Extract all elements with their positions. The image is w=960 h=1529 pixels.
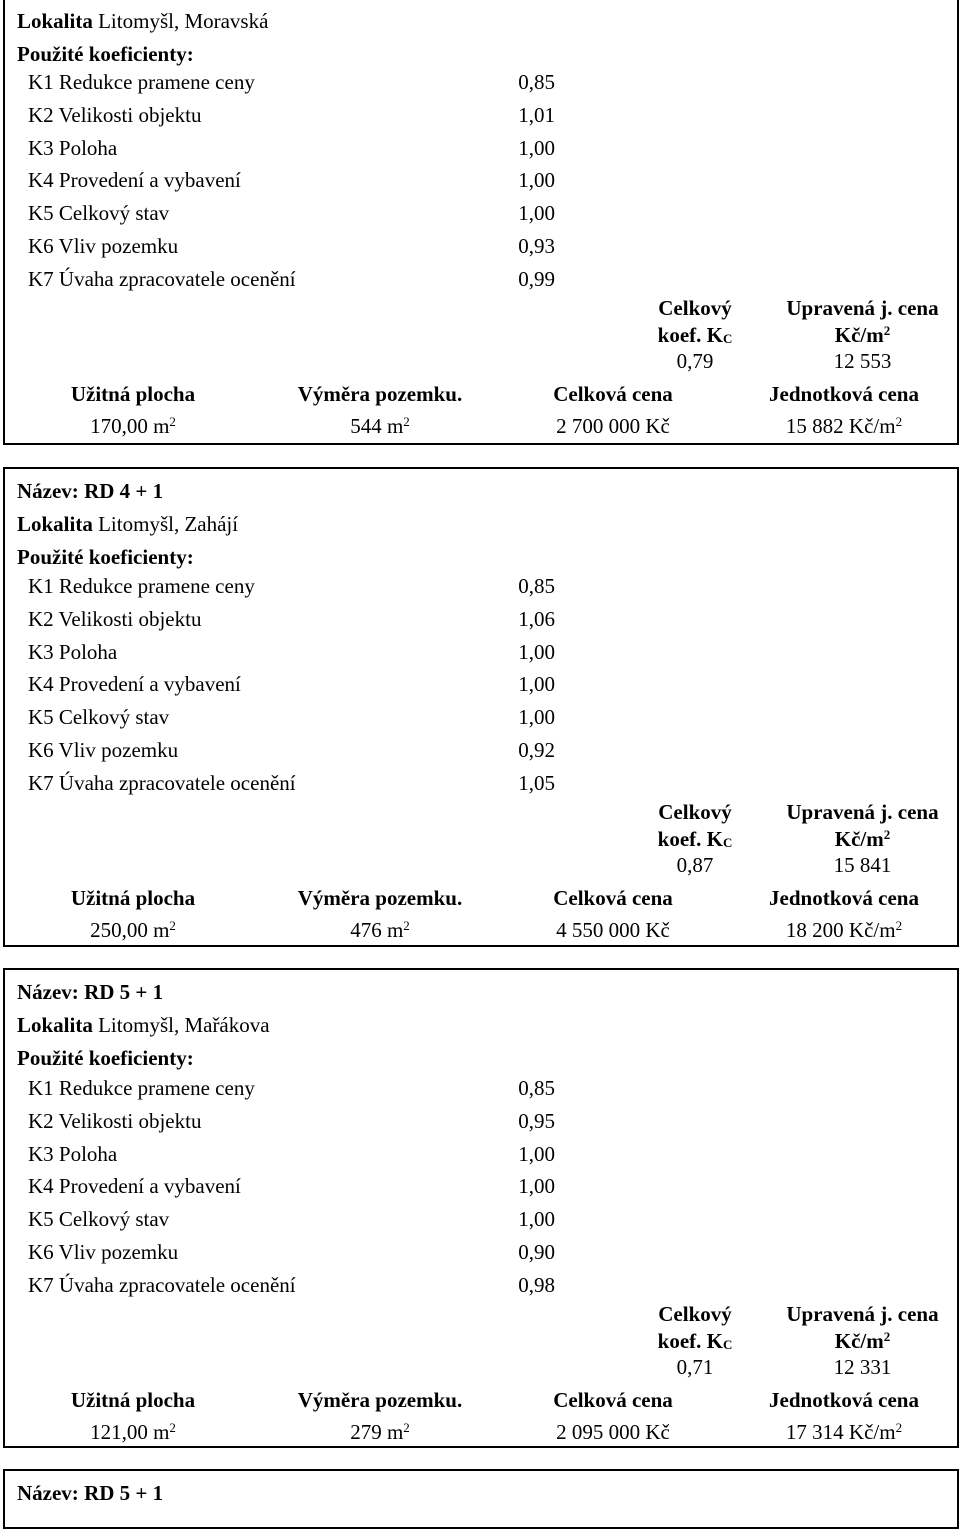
total-price-value: 2 700 000 Kč	[556, 414, 670, 438]
record-name: RD 5 + 1	[84, 1481, 164, 1505]
land-area-header: Výměra pozemku.	[297, 382, 463, 406]
unit-label: Kč/m	[834, 323, 884, 347]
land-area-value	[270, 918, 490, 942]
coefficient-label: K5 Celkový stav	[28, 1207, 170, 1231]
land-area-value	[270, 414, 490, 438]
usable-area-value	[23, 1420, 243, 1444]
total-price-header: Celková cena	[553, 382, 673, 406]
locality-line	[17, 1013, 270, 1037]
record-box	[3, 1469, 959, 1529]
unit-price-text: 18 200 Kč/m	[785, 918, 896, 942]
record-name: RD 4 + 1	[84, 479, 164, 503]
coefficient-label: K1 Redukce pramene ceny	[28, 70, 255, 94]
coefficient-label: K2 Velikosti objektu	[28, 103, 202, 127]
coefficient-value: 1,00	[518, 201, 555, 225]
total-coef-subheader	[635, 1329, 755, 1353]
koef-subscript: C	[722, 1337, 733, 1352]
total-price-header: Celková cena	[553, 1388, 673, 1412]
coefficient-label: K3 Poloha	[28, 136, 118, 160]
adjusted-price-header: Upravená j. cena	[786, 296, 939, 320]
usable-area-sup: 2	[169, 414, 176, 429]
coefficient-label: K4 Provedení a vybavení	[28, 672, 241, 696]
unit-sup: 2	[883, 1329, 891, 1344]
usable-area-sup: 2	[169, 918, 176, 933]
adjusted-price-unit	[760, 1329, 960, 1353]
unit-price-text: 17 314 Kč/m	[785, 1420, 896, 1444]
koef-subscript: C	[722, 835, 733, 850]
locality-line	[17, 9, 268, 33]
unit-price-sup: 2	[895, 1420, 903, 1435]
coefficient-label: K6 Vliv pozemku	[28, 738, 179, 762]
coefficient-label: K6 Vliv pozemku	[28, 234, 179, 258]
usable-area-value	[23, 414, 243, 438]
coefficient-label: K1 Redukce pramene ceny	[28, 574, 255, 598]
locality-value: Litomyšl, Moravská	[98, 9, 269, 33]
coefficient-value: 1,00	[518, 705, 555, 729]
coefficient-label: K4 Provedení a vybavení	[28, 1174, 241, 1198]
total-coef-subheader	[635, 323, 755, 347]
land-area-text: 476 m	[350, 918, 404, 942]
adjusted-price-value: 12 553	[833, 349, 892, 373]
unit-price-header: Jednotková cena	[769, 886, 919, 910]
land-area-header: Výměra pozemku.	[297, 886, 463, 910]
total-coef-header: Celkový	[658, 800, 732, 824]
adjusted-price-header: Upravená j. cena	[786, 800, 939, 824]
record-title	[17, 479, 163, 503]
locality-label: Lokalita	[17, 512, 93, 536]
land-area-sup: 2	[403, 918, 410, 933]
koef-label: koef. K	[657, 827, 723, 851]
coefficient-label: K3 Poloha	[28, 640, 118, 664]
total-coef-header: Celkový	[658, 1302, 732, 1326]
usable-area-header: Užitná plocha	[70, 382, 196, 406]
adjusted-price-value: 12 331	[833, 1355, 892, 1379]
total-price-value: 2 095 000 Kč	[556, 1420, 670, 1444]
coefficient-label: K2 Velikosti objektu	[28, 1109, 202, 1133]
record-box	[3, 467, 959, 947]
coefficient-value: 0,85	[518, 70, 555, 94]
name-label: Název:	[17, 479, 79, 503]
unit-price-value	[734, 1420, 954, 1444]
unit-sup: 2	[883, 827, 891, 842]
record-box	[3, 968, 959, 1448]
locality-label: Lokalita	[17, 9, 93, 33]
locality-label: Lokalita	[17, 1013, 93, 1037]
total-coef-subheader	[635, 827, 755, 851]
coefficient-label: K1 Redukce pramene ceny	[28, 1076, 255, 1100]
coefficient-value: 1,00	[518, 168, 555, 192]
coefficient-value: 0,99	[518, 267, 555, 291]
unit-price-sup: 2	[895, 918, 903, 933]
locality-value: Litomyšl, Mařákova	[98, 1013, 270, 1037]
record-box	[3, 0, 959, 445]
unit-price-value	[734, 918, 954, 942]
coefficient-label: K5 Celkový stav	[28, 201, 170, 225]
total-coef-value: 0,79	[676, 349, 714, 373]
coefficient-value: 0,90	[518, 1240, 555, 1264]
total-coef-value: 0,71	[676, 1355, 714, 1379]
usable-area-text: 250,00 m	[90, 918, 170, 942]
coefficients-heading: Použité koeficienty:	[17, 42, 194, 66]
koef-label: koef. K	[657, 1329, 723, 1353]
coefficient-label: K7 Úvaha zpracovatele ocenění	[28, 771, 296, 795]
coefficient-value: 1,01	[518, 103, 555, 127]
usable-area-sup: 2	[169, 1420, 176, 1435]
coefficient-label: K4 Provedení a vybavení	[28, 168, 241, 192]
coefficient-label: K7 Úvaha zpracovatele ocenění	[28, 1273, 296, 1297]
adjusted-price-unit	[760, 827, 960, 851]
total-price-value: 4 550 000 Kč	[556, 918, 670, 942]
locality-line	[17, 512, 238, 536]
coefficient-label: K6 Vliv pozemku	[28, 1240, 179, 1264]
usable-area-header: Užitná plocha	[70, 886, 196, 910]
usable-area-text: 170,00 m	[90, 414, 170, 438]
land-area-sup: 2	[403, 1420, 410, 1435]
unit-price-text: 15 882 Kč/m	[785, 414, 896, 438]
unit-label: Kč/m	[834, 827, 884, 851]
unit-price-value	[734, 414, 954, 438]
coefficient-value: 0,92	[518, 738, 555, 762]
adjusted-price-unit	[760, 323, 960, 347]
adjusted-price-value: 15 841	[833, 853, 892, 877]
coefficient-value: 0,85	[518, 574, 555, 598]
coefficients-heading: Použité koeficienty:	[17, 1046, 194, 1070]
coefficient-value: 1,00	[518, 136, 555, 160]
coefficients-heading: Použité koeficienty:	[17, 545, 194, 569]
record-name: RD 5 + 1	[84, 980, 164, 1004]
land-area-text: 279 m	[350, 1420, 404, 1444]
koef-subscript: C	[722, 331, 733, 346]
land-area-header: Výměra pozemku.	[297, 1388, 463, 1412]
usable-area-header: Užitná plocha	[70, 1388, 196, 1412]
land-area-text: 544 m	[350, 414, 404, 438]
coefficient-label: K7 Úvaha zpracovatele ocenění	[28, 267, 296, 291]
name-label: Název:	[17, 1481, 79, 1505]
coefficient-value: 1,00	[518, 640, 555, 664]
unit-price-header: Jednotková cena	[769, 1388, 919, 1412]
land-area-sup: 2	[403, 414, 410, 429]
unit-price-sup: 2	[895, 414, 903, 429]
coefficient-label: K3 Poloha	[28, 1142, 118, 1166]
adjusted-price-header: Upravená j. cena	[786, 1302, 939, 1326]
locality-value: Litomyšl, Zahájí	[98, 512, 239, 536]
total-coef-value: 0,87	[676, 853, 714, 877]
unit-label: Kč/m	[834, 1329, 884, 1353]
land-area-value	[270, 1420, 490, 1444]
coefficient-value: 1,00	[518, 1207, 555, 1231]
coefficient-value: 1,00	[518, 1142, 555, 1166]
unit-price-header: Jednotková cena	[769, 382, 919, 406]
coefficient-value: 0,85	[518, 1076, 555, 1100]
record-title	[17, 980, 163, 1004]
coefficient-label: K2 Velikosti objektu	[28, 607, 202, 631]
coefficient-value: 0,98	[518, 1273, 555, 1297]
unit-sup: 2	[883, 323, 891, 338]
record-title	[17, 1481, 163, 1505]
coefficient-value: 1,05	[518, 771, 555, 795]
coefficient-value: 1,06	[518, 607, 555, 631]
koef-label: koef. K	[657, 323, 723, 347]
usable-area-value	[23, 918, 243, 942]
coefficient-value: 0,95	[518, 1109, 555, 1133]
coefficient-value: 1,00	[518, 672, 555, 696]
coefficient-label: K5 Celkový stav	[28, 705, 170, 729]
usable-area-text: 121,00 m	[90, 1420, 170, 1444]
coefficient-value: 1,00	[518, 1174, 555, 1198]
coefficient-value: 0,93	[518, 234, 555, 258]
total-price-header: Celková cena	[553, 886, 673, 910]
total-coef-header: Celkový	[658, 296, 732, 320]
name-label: Název:	[17, 980, 79, 1004]
